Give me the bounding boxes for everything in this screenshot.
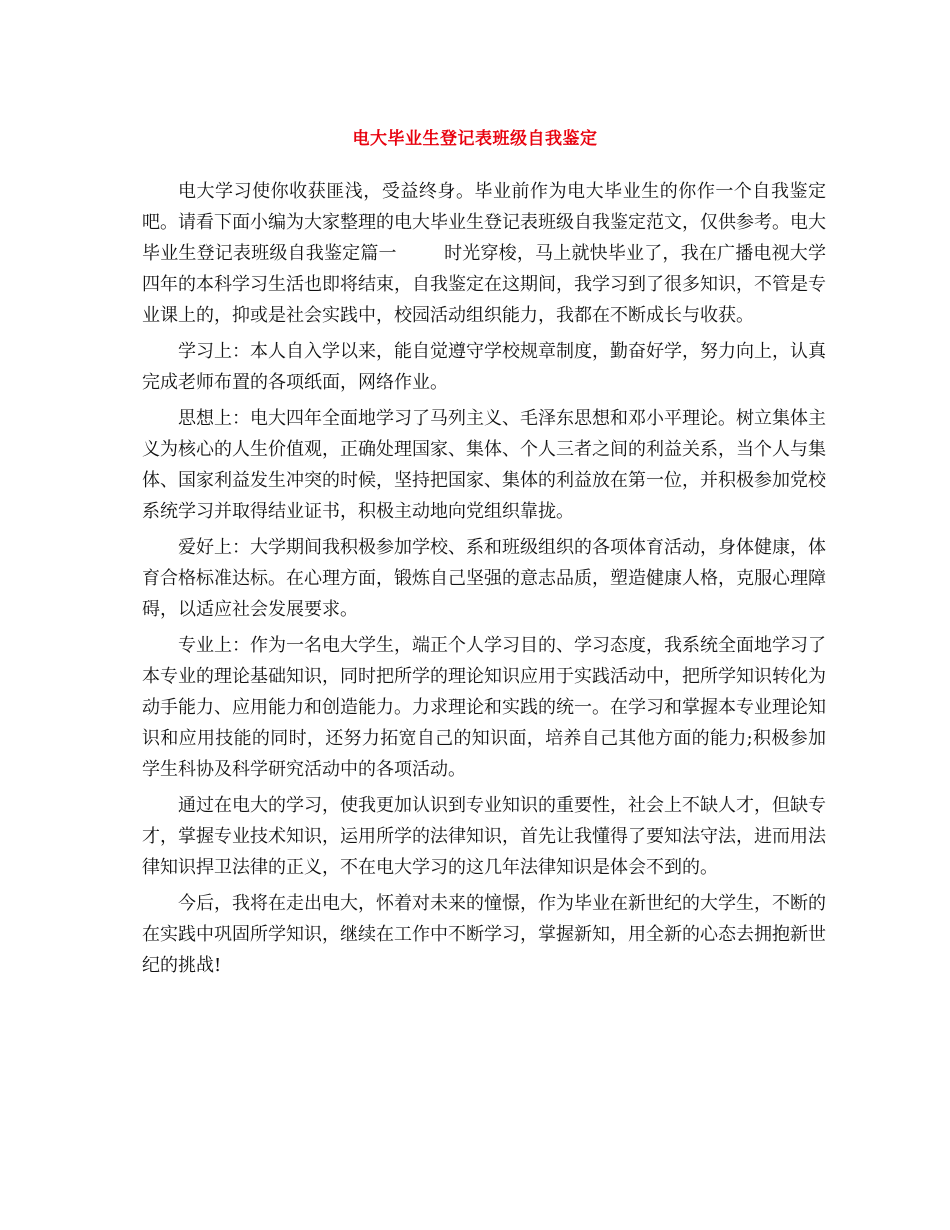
- document-body: [142, 176, 826, 986]
- paragraph-future: 今后，我将在走出电大，怀着对未来的憧憬，作为毕业在新世纪的大学生，不断的在实践中巩固所学知识，继续在工作中不断学习，掌握新知，用全新的心态去拥抱新世纪的挑战!: [142, 893, 826, 976]
- paragraph-ideology: 思想上：电大四年全面地学习了马列主义、毛泽东思想和邓小平理论。树立集体主义为核心的人生价值观，正确处理国家、集体、个人三者之间的利益关系，当个人与集体、国家利益发生冲突的时候，坚持把国家、集体的利益放在第一位，并积极参加党校系统学习并取得结业证书，积极主动地向党组织靠拢。: [142, 408, 826, 522]
- document-title: 电大毕业生登记表班级自我鉴定: [352, 129, 598, 149]
- paragraph-study: 学习上：本人自入学以来，能自觉遵守学校规章制度，勤奋好学，努力向上，认真完成老师布置的各项纸面，网络作业。: [142, 341, 826, 393]
- paragraph-intro: 电大学习使你收获匪浅，受益终身。毕业前作为电大毕业生的你作一个自我鉴定吧。请看下面小编为大家整理的电大毕业生登记表班级自我鉴定范文，仅供参考。电大毕业生登记表班级自我鉴定篇一 时光穿梭，马上就快毕业了，我在广播电视大学四年的本科学习生活也即将结束，自我鉴定在这期间，我学习到了很多知识，不管是专业课上的，抑或是社会实践中，校园活动组织能力，我都在不断成长与收获。: [142, 181, 826, 326]
- paragraph-hobby: 爱好上：大学期间我积极参加学校、系和班级组织的各项体育活动，身体健康，体育合格标准达标。在心理方面，锻炼自己坚强的意志品质，塑造健康人格，克服心理障碍，以适应社会发展要求。: [142, 537, 826, 620]
- paragraph-law: 通过在电大的学习，使我更加认识到专业知识的重要性，社会上不缺人才，但缺专才，掌握专业技术知识，运用所学的法律知识，首先让我懂得了要知法守法，进而用法律知识捍卫法律的正义，不在电大学习的这几年法律知识是体会不到的。: [142, 795, 826, 878]
- paragraph-major: 专业上：作为一名电大学生，端正个人学习目的、学习态度，我系统全面地学习了本专业的理论基础知识，同时把所学的理论知识应用于实践活动中，把所学知识转化为动手能力、应用能力和创造能力。力求理论和实践的统一。在学习和掌握本专业理论知识和应用技能的同时，还努力拓宽自己的知识面，培养自己其他方面的能力;积极参加学生科协及科学研究活动中的各项活动。: [142, 635, 826, 780]
